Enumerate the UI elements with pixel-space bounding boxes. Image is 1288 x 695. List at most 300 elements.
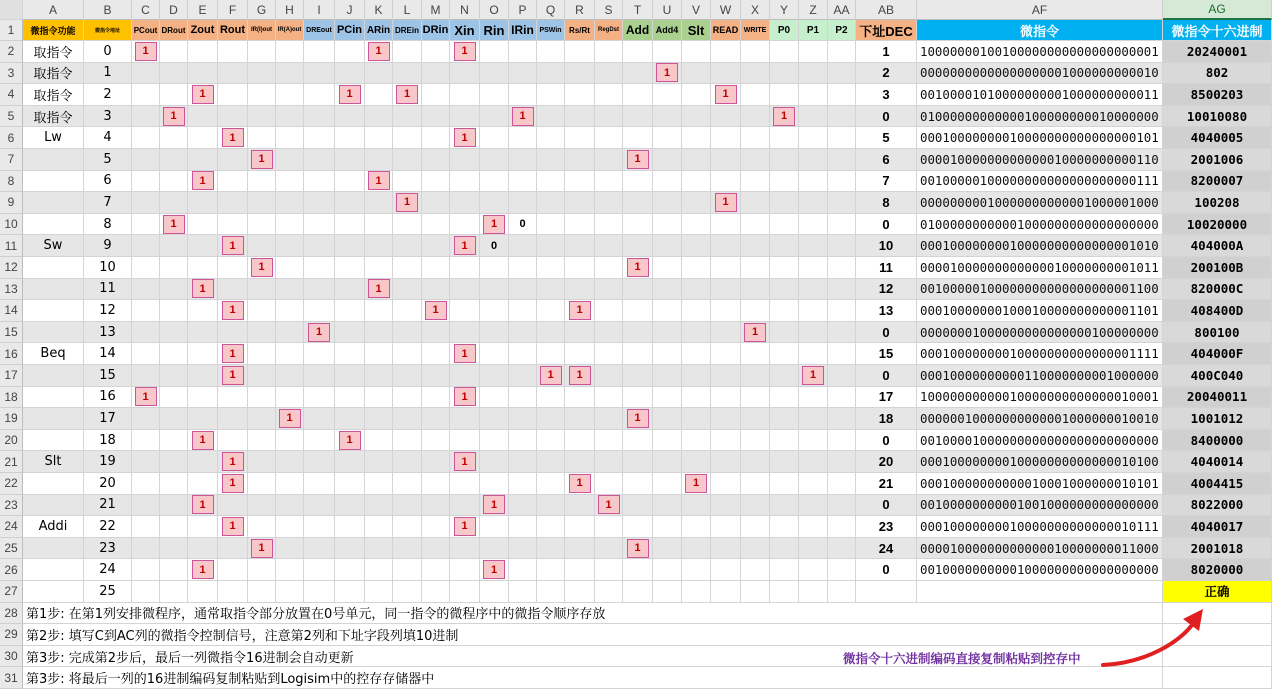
signal-cell-c[interactable]: [132, 430, 160, 452]
signal-cell-j[interactable]: [335, 63, 365, 85]
signal-cell-i[interactable]: [304, 516, 335, 538]
column-header-k[interactable]: K: [365, 0, 393, 20]
signal-cell-w[interactable]: [711, 495, 741, 517]
signal-cell-k[interactable]: [365, 41, 393, 63]
signal-cell-aa[interactable]: [828, 300, 856, 322]
signal-cell-f[interactable]: [218, 559, 248, 581]
signal-cell-j[interactable]: [335, 300, 365, 322]
micro-instruction-cell[interactable]: 00001000000000000010000000011000: [917, 538, 1163, 560]
signal-cell-l[interactable]: [393, 365, 422, 387]
address-cell[interactable]: 19: [84, 451, 132, 473]
header-cell-ab[interactable]: 下址DEC: [856, 20, 917, 41]
row-header-2[interactable]: 2: [0, 41, 23, 63]
signal-cell-v[interactable]: [682, 430, 711, 452]
signal-cell-r[interactable]: [565, 214, 595, 236]
signal-cell-r[interactable]: [565, 63, 595, 85]
instruction-note-3[interactable]: 第3步: 完成第2步后，最后一列微指令16进制会自动更新: [23, 646, 917, 668]
signal-cell-p[interactable]: [509, 473, 537, 495]
row-header-16[interactable]: 16: [0, 343, 23, 365]
signal-cell-k[interactable]: [365, 408, 393, 430]
header-cell-ag[interactable]: 微指令十六进制: [1163, 20, 1272, 41]
column-header-c[interactable]: C: [132, 0, 160, 20]
signal-cell-q[interactable]: [537, 430, 565, 452]
signal-cell-t[interactable]: [623, 279, 653, 301]
signal-cell-e[interactable]: [188, 495, 218, 517]
signal-cell-p[interactable]: [509, 41, 537, 63]
header-cell-f[interactable]: Rout: [218, 20, 248, 41]
signal-cell-p[interactable]: [509, 538, 537, 560]
micro-instruction-cell[interactable]: 00100000100000000000000000001100: [917, 279, 1163, 301]
next-address-cell[interactable]: 11: [856, 257, 917, 279]
signal-cell-f[interactable]: [218, 322, 248, 344]
signal-cell-p[interactable]: [509, 192, 537, 214]
signal-cell-j[interactable]: [335, 84, 365, 106]
signal-cell-s[interactable]: [595, 300, 623, 322]
empty-cell[interactable]: [711, 581, 741, 603]
micro-instruction-cell[interactable]: 00010000000010000000000000000101: [917, 127, 1163, 149]
signal-cell-p[interactable]: [509, 149, 537, 171]
signal-cell-t[interactable]: [623, 495, 653, 517]
signal-cell-n[interactable]: [450, 495, 480, 517]
signal-cell-e[interactable]: [188, 538, 218, 560]
function-cell[interactable]: Lw: [23, 127, 84, 149]
signal-cell-f[interactable]: [218, 127, 248, 149]
function-cell[interactable]: [23, 300, 84, 322]
signal-cell-i[interactable]: [304, 451, 335, 473]
signal-cell-y[interactable]: [770, 343, 799, 365]
signal-cell-m[interactable]: [422, 473, 450, 495]
empty-cell[interactable]: [365, 581, 393, 603]
header-cell-v[interactable]: Slt: [682, 20, 711, 41]
signal-cell-h[interactable]: [276, 322, 304, 344]
signal-cell-u[interactable]: [653, 235, 682, 257]
signal-cell-y[interactable]: [770, 365, 799, 387]
empty-cell[interactable]: [248, 581, 276, 603]
signal-cell-y[interactable]: [770, 279, 799, 301]
signal-cell-m[interactable]: [422, 495, 450, 517]
signal-cell-y[interactable]: [770, 41, 799, 63]
hex-cell[interactable]: 4004415: [1163, 473, 1272, 495]
signal-cell-g[interactable]: [248, 214, 276, 236]
signal-cell-f[interactable]: [218, 192, 248, 214]
signal-cell-z[interactable]: [799, 516, 828, 538]
signal-cell-x[interactable]: [741, 495, 770, 517]
signal-cell-d[interactable]: [160, 127, 188, 149]
signal-cell-k[interactable]: [365, 300, 393, 322]
row-header-30[interactable]: 30: [0, 646, 23, 668]
column-header-p[interactable]: P: [509, 0, 537, 20]
column-header-l[interactable]: L: [393, 0, 422, 20]
function-cell[interactable]: [23, 408, 84, 430]
signal-cell-n[interactable]: [450, 257, 480, 279]
instruction-note-4[interactable]: 第3步: 将最后一列的16进制编码复制粘贴到Logisim中的控存存储器中: [23, 667, 917, 689]
signal-cell-y[interactable]: [770, 538, 799, 560]
signal-cell-s[interactable]: [595, 538, 623, 560]
signal-cell-k[interactable]: [365, 192, 393, 214]
signal-cell-l[interactable]: [393, 343, 422, 365]
signal-cell-f[interactable]: [218, 516, 248, 538]
signal-cell-f[interactable]: [218, 495, 248, 517]
signal-cell-g[interactable]: [248, 279, 276, 301]
signal-cell-x[interactable]: [741, 300, 770, 322]
signal-cell-u[interactable]: [653, 63, 682, 85]
row-header-12[interactable]: 12: [0, 257, 23, 279]
signal-cell-z[interactable]: [799, 192, 828, 214]
column-header-s[interactable]: S: [595, 0, 623, 20]
signal-cell-v[interactable]: [682, 343, 711, 365]
signal-cell-e[interactable]: [188, 235, 218, 257]
signal-cell-e[interactable]: [188, 516, 218, 538]
column-header-aa[interactable]: AA: [828, 0, 856, 20]
signal-cell-z[interactable]: [799, 127, 828, 149]
micro-instruction-cell[interactable]: 00001000000000000010000000000110: [917, 149, 1163, 171]
hex-cell[interactable]: 10020000: [1163, 214, 1272, 236]
hex-cell[interactable]: 8500203: [1163, 84, 1272, 106]
signal-cell-p[interactable]: [509, 235, 537, 257]
function-cell[interactable]: Beq: [23, 343, 84, 365]
status-cell[interactable]: 正确: [1163, 581, 1272, 603]
instruction-note-1[interactable]: 第1步: 在第1列安排微程序，通常取指令部分放置在0号单元，同一指令的微程序中的微指令顺序存放: [23, 603, 917, 625]
signal-cell-e[interactable]: [188, 322, 218, 344]
signal-cell-d[interactable]: [160, 300, 188, 322]
header-cell-c[interactable]: PCout: [132, 20, 160, 41]
signal-cell-q[interactable]: [537, 516, 565, 538]
signal-cell-t[interactable]: [623, 387, 653, 409]
signal-cell-k[interactable]: [365, 473, 393, 495]
function-cell[interactable]: [23, 387, 84, 409]
signal-cell-d[interactable]: [160, 473, 188, 495]
hex-cell[interactable]: 4040014: [1163, 451, 1272, 473]
signal-cell-h[interactable]: [276, 559, 304, 581]
signal-cell-g[interactable]: [248, 127, 276, 149]
signal-cell-q[interactable]: [537, 473, 565, 495]
signal-cell-y[interactable]: [770, 451, 799, 473]
signal-cell-x[interactable]: [741, 538, 770, 560]
signal-cell-aa[interactable]: [828, 192, 856, 214]
signal-cell-n[interactable]: [450, 127, 480, 149]
next-address-cell[interactable]: 21: [856, 473, 917, 495]
signal-cell-w[interactable]: [711, 343, 741, 365]
row-header-22[interactable]: 22: [0, 473, 23, 495]
signal-cell-o[interactable]: [480, 343, 509, 365]
signal-cell-r[interactable]: [565, 84, 595, 106]
signal-cell-u[interactable]: [653, 279, 682, 301]
signal-cell-k[interactable]: [365, 235, 393, 257]
hex-cell[interactable]: 10010080: [1163, 106, 1272, 128]
signal-cell-j[interactable]: [335, 516, 365, 538]
empty-cell[interactable]: [335, 581, 365, 603]
signal-cell-r[interactable]: [565, 300, 595, 322]
signal-cell-l[interactable]: [393, 430, 422, 452]
signal-cell-u[interactable]: [653, 322, 682, 344]
signal-cell-e[interactable]: [188, 559, 218, 581]
signal-cell-q[interactable]: [537, 387, 565, 409]
function-cell[interactable]: [23, 322, 84, 344]
signal-cell-i[interactable]: [304, 63, 335, 85]
row-header-28[interactable]: 28: [0, 603, 23, 625]
signal-cell-j[interactable]: [335, 473, 365, 495]
signal-cell-q[interactable]: [537, 149, 565, 171]
signal-cell-l[interactable]: [393, 495, 422, 517]
signal-cell-t[interactable]: [623, 192, 653, 214]
hex-cell[interactable]: 820000C: [1163, 279, 1272, 301]
empty-cell[interactable]: [422, 581, 450, 603]
signal-cell-m[interactable]: [422, 127, 450, 149]
hex-cell[interactable]: 800100: [1163, 322, 1272, 344]
signal-cell-e[interactable]: [188, 257, 218, 279]
signal-cell-q[interactable]: [537, 84, 565, 106]
signal-cell-r[interactable]: [565, 538, 595, 560]
signal-cell-k[interactable]: [365, 538, 393, 560]
address-cell[interactable]: 14: [84, 343, 132, 365]
empty-cell[interactable]: [917, 581, 1163, 603]
next-address-cell[interactable]: 0: [856, 559, 917, 581]
micro-instruction-cell[interactable]: 00000001000000000000000100000000: [917, 322, 1163, 344]
signal-cell-g[interactable]: [248, 538, 276, 560]
signal-cell-d[interactable]: [160, 343, 188, 365]
signal-cell-m[interactable]: [422, 257, 450, 279]
micro-instruction-cell[interactable]: 00010000000010000000000000010100: [917, 451, 1163, 473]
function-cell[interactable]: 取指令: [23, 63, 84, 85]
signal-cell-h[interactable]: [276, 408, 304, 430]
signal-cell-x[interactable]: [741, 257, 770, 279]
signal-cell-t[interactable]: [623, 214, 653, 236]
signal-cell-s[interactable]: [595, 127, 623, 149]
signal-cell-y[interactable]: [770, 192, 799, 214]
empty-cell[interactable]: [393, 581, 422, 603]
header-cell-q[interactable]: PSWin: [537, 20, 565, 41]
signal-cell-q[interactable]: [537, 343, 565, 365]
signal-cell-r[interactable]: [565, 279, 595, 301]
signal-cell-u[interactable]: [653, 343, 682, 365]
column-header-ab[interactable]: AB: [856, 0, 917, 20]
signal-cell-z[interactable]: [799, 63, 828, 85]
signal-cell-n[interactable]: [450, 84, 480, 106]
header-cell-b[interactable]: 微指令地址: [84, 20, 132, 41]
next-address-cell[interactable]: 13: [856, 300, 917, 322]
signal-cell-p[interactable]: [509, 365, 537, 387]
function-cell[interactable]: [23, 365, 84, 387]
signal-cell-j[interactable]: [335, 279, 365, 301]
signal-cell-f[interactable]: [218, 106, 248, 128]
signal-cell-z[interactable]: [799, 235, 828, 257]
signal-cell-c[interactable]: [132, 408, 160, 430]
empty-cell[interactable]: [537, 581, 565, 603]
signal-cell-v[interactable]: [682, 473, 711, 495]
signal-cell-e[interactable]: [188, 127, 218, 149]
micro-instruction-cell[interactable]: 00010000000000110000000001000000: [917, 365, 1163, 387]
signal-cell-e[interactable]: [188, 214, 218, 236]
next-address-cell[interactable]: 0: [856, 495, 917, 517]
signal-cell-x[interactable]: [741, 559, 770, 581]
signal-cell-w[interactable]: [711, 127, 741, 149]
signal-cell-h[interactable]: [276, 300, 304, 322]
signal-cell-l[interactable]: [393, 171, 422, 193]
signal-cell-z[interactable]: [799, 559, 828, 581]
address-cell[interactable]: 16: [84, 387, 132, 409]
signal-cell-k[interactable]: [365, 322, 393, 344]
signal-cell-r[interactable]: [565, 495, 595, 517]
signal-cell-m[interactable]: [422, 300, 450, 322]
signal-cell-y[interactable]: [770, 149, 799, 171]
signal-cell-g[interactable]: [248, 451, 276, 473]
signal-cell-i[interactable]: [304, 41, 335, 63]
signal-cell-e[interactable]: [188, 192, 218, 214]
signal-cell-j[interactable]: [335, 235, 365, 257]
signal-cell-p[interactable]: [509, 559, 537, 581]
signal-cell-f[interactable]: [218, 171, 248, 193]
signal-cell-f[interactable]: [218, 257, 248, 279]
header-cell-g[interactable]: IR(I)out: [248, 20, 276, 41]
signal-cell-l[interactable]: [393, 192, 422, 214]
header-cell-j[interactable]: PCin: [335, 20, 365, 41]
signal-cell-z[interactable]: [799, 171, 828, 193]
signal-cell-o[interactable]: [480, 41, 509, 63]
signal-cell-z[interactable]: [799, 408, 828, 430]
column-header-i[interactable]: I: [304, 0, 335, 20]
hex-cell[interactable]: 4040017: [1163, 516, 1272, 538]
signal-cell-h[interactable]: [276, 41, 304, 63]
signal-cell-o[interactable]: [480, 171, 509, 193]
row-header-29[interactable]: 29: [0, 624, 23, 646]
signal-cell-s[interactable]: [595, 559, 623, 581]
signal-cell-k[interactable]: [365, 430, 393, 452]
header-cell-i[interactable]: DREout: [304, 20, 335, 41]
signal-cell-c[interactable]: [132, 300, 160, 322]
signal-cell-x[interactable]: [741, 451, 770, 473]
row-header-4[interactable]: 4: [0, 84, 23, 106]
signal-cell-c[interactable]: [132, 279, 160, 301]
signal-cell-o[interactable]: [480, 451, 509, 473]
next-address-cell[interactable]: 0: [856, 365, 917, 387]
signal-cell-c[interactable]: [132, 365, 160, 387]
signal-cell-g[interactable]: [248, 192, 276, 214]
signal-cell-v[interactable]: [682, 322, 711, 344]
signal-cell-aa[interactable]: [828, 171, 856, 193]
signal-cell-n[interactable]: [450, 365, 480, 387]
signal-cell-m[interactable]: [422, 106, 450, 128]
signal-cell-y[interactable]: [770, 127, 799, 149]
signal-cell-k[interactable]: [365, 559, 393, 581]
empty-cell[interactable]: [450, 581, 480, 603]
signal-cell-f[interactable]: [218, 408, 248, 430]
signal-cell-f[interactable]: [218, 300, 248, 322]
signal-cell-m[interactable]: [422, 451, 450, 473]
signal-cell-k[interactable]: [365, 279, 393, 301]
signal-cell-n[interactable]: [450, 430, 480, 452]
signal-cell-j[interactable]: [335, 257, 365, 279]
header-cell-r[interactable]: Rs/Rt: [565, 20, 595, 41]
signal-cell-t[interactable]: [623, 63, 653, 85]
signal-cell-w[interactable]: [711, 171, 741, 193]
signal-cell-o[interactable]: [480, 473, 509, 495]
row-header-23[interactable]: 23: [0, 495, 23, 517]
signal-cell-l[interactable]: [393, 387, 422, 409]
micro-instruction-cell[interactable]: 10000000000010000000000000010001: [917, 387, 1163, 409]
signal-cell-j[interactable]: [335, 559, 365, 581]
next-address-cell[interactable]: 12: [856, 279, 917, 301]
next-address-cell[interactable]: 15: [856, 343, 917, 365]
signal-cell-q[interactable]: [537, 63, 565, 85]
signal-cell-aa[interactable]: [828, 516, 856, 538]
signal-cell-q[interactable]: [537, 41, 565, 63]
signal-cell-u[interactable]: [653, 127, 682, 149]
signal-cell-q[interactable]: [537, 322, 565, 344]
signal-cell-f[interactable]: [218, 63, 248, 85]
signal-cell-k[interactable]: [365, 343, 393, 365]
empty-cell[interactable]: [799, 581, 828, 603]
signal-cell-h[interactable]: [276, 495, 304, 517]
signal-cell-f[interactable]: [218, 365, 248, 387]
signal-cell-x[interactable]: [741, 365, 770, 387]
signal-cell-u[interactable]: [653, 257, 682, 279]
signal-cell-aa[interactable]: [828, 214, 856, 236]
signal-cell-h[interactable]: [276, 430, 304, 452]
signal-cell-z[interactable]: [799, 106, 828, 128]
signal-cell-c[interactable]: [132, 214, 160, 236]
hex-cell[interactable]: 2001018: [1163, 538, 1272, 560]
header-cell-z[interactable]: P1: [799, 20, 828, 41]
signal-cell-s[interactable]: [595, 343, 623, 365]
signal-cell-aa[interactable]: [828, 235, 856, 257]
signal-cell-u[interactable]: [653, 538, 682, 560]
signal-cell-g[interactable]: [248, 300, 276, 322]
signal-cell-o[interactable]: [480, 214, 509, 236]
signal-cell-h[interactable]: [276, 257, 304, 279]
signal-cell-k[interactable]: [365, 127, 393, 149]
signal-cell-h[interactable]: [276, 214, 304, 236]
signal-cell-m[interactable]: [422, 84, 450, 106]
address-cell[interactable]: 17: [84, 408, 132, 430]
signal-cell-p[interactable]: [509, 343, 537, 365]
empty-cell[interactable]: [509, 581, 537, 603]
signal-cell-v[interactable]: [682, 127, 711, 149]
signal-cell-v[interactable]: [682, 63, 711, 85]
signal-cell-s[interactable]: [595, 214, 623, 236]
signal-cell-d[interactable]: [160, 149, 188, 171]
signal-cell-i[interactable]: [304, 408, 335, 430]
signal-cell-g[interactable]: [248, 149, 276, 171]
signal-cell-h[interactable]: [276, 473, 304, 495]
empty-cell[interactable]: [23, 581, 84, 603]
signal-cell-v[interactable]: [682, 279, 711, 301]
hex-cell[interactable]: 8022000: [1163, 495, 1272, 517]
signal-cell-i[interactable]: [304, 149, 335, 171]
signal-cell-g[interactable]: [248, 343, 276, 365]
row-header-8[interactable]: 8: [0, 171, 23, 193]
row-header-19[interactable]: 19: [0, 408, 23, 430]
signal-cell-o[interactable]: [480, 149, 509, 171]
signal-cell-m[interactable]: [422, 430, 450, 452]
signal-cell-c[interactable]: [132, 322, 160, 344]
signal-cell-w[interactable]: [711, 451, 741, 473]
signal-cell-aa[interactable]: [828, 559, 856, 581]
signal-cell-l[interactable]: [393, 538, 422, 560]
signal-cell-i[interactable]: [304, 538, 335, 560]
signal-cell-h[interactable]: [276, 387, 304, 409]
signal-cell-w[interactable]: [711, 214, 741, 236]
next-address-cell[interactable]: 18: [856, 408, 917, 430]
signal-cell-x[interactable]: [741, 106, 770, 128]
signal-cell-aa[interactable]: [828, 473, 856, 495]
signal-cell-x[interactable]: [741, 171, 770, 193]
signal-cell-h[interactable]: [276, 451, 304, 473]
signal-cell-q[interactable]: [537, 408, 565, 430]
header-cell-y[interactable]: P0: [770, 20, 799, 41]
empty-cell[interactable]: [132, 581, 160, 603]
signal-cell-r[interactable]: [565, 149, 595, 171]
row-header-31[interactable]: 31: [0, 667, 23, 689]
